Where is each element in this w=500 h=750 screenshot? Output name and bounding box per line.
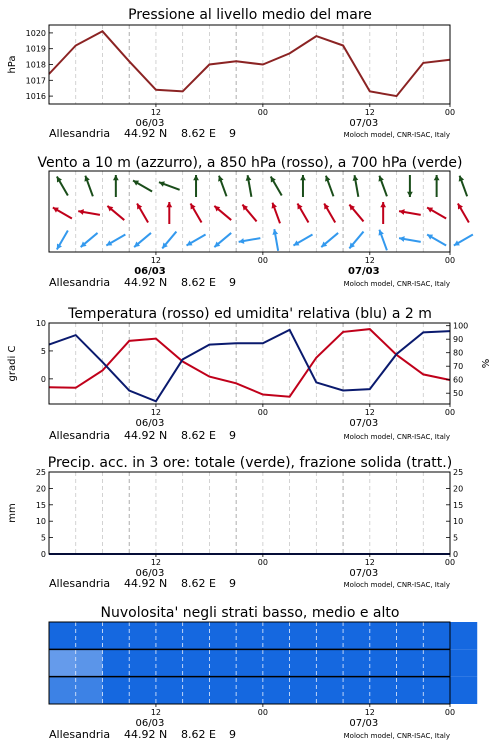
cloud-cell [343, 677, 370, 704]
y-tick-label: 15 [35, 500, 46, 510]
cloud-cell [343, 622, 370, 649]
cloud-cell [76, 622, 103, 649]
cloud-cell [183, 622, 210, 649]
wind-arrow-head [113, 175, 119, 180]
wind-arrow [434, 175, 440, 197]
wind-arrow-head [300, 175, 306, 180]
cloud-cell [76, 677, 103, 704]
cloud-cell [102, 649, 129, 676]
latitude: 44.92 N [124, 429, 168, 442]
cloud-cell [316, 677, 343, 704]
wind-arrow [272, 203, 280, 224]
cloud-cell [102, 677, 129, 704]
chart-title: Nuvolosita' negli strati basso, medio e alto [100, 605, 400, 621]
date-label: 06/03 [134, 266, 166, 277]
wind-arrow [454, 235, 473, 246]
cloud-cell [290, 622, 317, 649]
model-credit: Moloch model, CNR-ISAC, Italy [343, 131, 450, 139]
y-tick-label: 1020 [25, 28, 46, 38]
model-credit: Moloch model, CNR-ISAC, Italy [343, 433, 450, 441]
wind-arrow [349, 205, 363, 222]
wind-arrow-head [193, 175, 199, 180]
cloud-cell [156, 649, 183, 676]
cloud-cell [236, 622, 263, 649]
model-credit: Moloch model, CNR-ISAC, Italy [343, 280, 450, 288]
y-tick-label-right: 60 [453, 375, 464, 385]
date-label: 06/03 [135, 118, 165, 129]
wind-arrow [214, 206, 231, 220]
date-label: 07/03 [349, 118, 379, 129]
model-credit: Moloch model, CNR-ISAC, Italy [343, 581, 450, 589]
wind-arrow [399, 209, 421, 215]
y-tick-label-right: 10 [453, 517, 464, 527]
y-tick-label: 1018 [25, 60, 46, 70]
wind-arrow [214, 233, 231, 247]
wind-arrow-head [407, 192, 413, 197]
chart-title: Vento a 10 m (azzurro), a 850 hPa (rosso), a 700 hPa (verde) [37, 155, 463, 171]
cloud-cell [156, 677, 183, 704]
chart-title: Precip. acc. in 3 ore: totale (verde), frazione solida (tratt.) [47, 455, 453, 471]
cloud-cell [423, 677, 450, 704]
longitude: 8.62 E [181, 276, 216, 289]
wind-arrow [324, 203, 335, 222]
hour-label: 12 [150, 256, 162, 265]
date-label: 07/03 [349, 568, 379, 579]
cloud-cell [370, 622, 397, 649]
station-name: Allesandria [49, 577, 111, 590]
pressure-line [49, 31, 450, 96]
station-code: 9 [229, 728, 236, 741]
longitude: 8.62 E [181, 577, 216, 590]
wind-arrow [349, 232, 363, 249]
date-label: 07/03 [349, 718, 379, 729]
y-tick-label-right: 20 [453, 484, 464, 494]
y-tick-label-right: 5 [453, 533, 459, 543]
longitude: 8.62 E [181, 728, 216, 741]
y-axis-label: gradi C [7, 345, 18, 382]
y-tick-label: 1017 [25, 76, 46, 86]
longitude: 8.62 E [181, 429, 216, 442]
date-label: 06/03 [135, 718, 165, 729]
wind-arrow [162, 232, 176, 249]
wind-arrow [107, 206, 124, 220]
hour-label: 12 [150, 108, 162, 117]
station-name: Allesandria [49, 728, 111, 741]
wind-arrow [106, 235, 125, 246]
wind-arrow [218, 176, 226, 197]
station-code: 9 [229, 429, 236, 442]
hour-label: 00 [444, 708, 456, 717]
y-tick-label-right: 70 [453, 362, 464, 372]
y-tick-label-right: 100 [453, 321, 469, 331]
hour-label: 12 [364, 708, 375, 717]
hour-label: 00 [257, 256, 268, 265]
wind-arrow-head [434, 175, 440, 180]
cloud-cell [76, 649, 103, 676]
hour-label: 00 [257, 708, 268, 717]
wind-arrow-head [166, 202, 172, 207]
wind-arrow [380, 202, 386, 224]
station-code: 9 [229, 127, 236, 140]
cloud-cell [343, 649, 370, 676]
cloud-cell [209, 622, 236, 649]
y-tick-label: 25 [35, 468, 46, 477]
wind-arrow [321, 233, 338, 247]
chart-title: Temperatura (rosso) ed umidita' relativa (blu) a 2 m [68, 306, 432, 322]
hour-label: 12 [150, 558, 162, 567]
wind-arrow [379, 176, 387, 197]
wind-arrow [271, 176, 282, 195]
cloud-cell [236, 649, 263, 676]
cloud-cell [450, 677, 477, 704]
wind-arrow [166, 202, 172, 224]
cloud-cell [49, 677, 76, 704]
wind-arrow [458, 203, 469, 222]
cloud-cell [156, 622, 183, 649]
wind-arrow [293, 235, 312, 246]
hour-label: 00 [444, 408, 456, 417]
chart-title: Pressione al livello medio del mare [128, 7, 372, 23]
y-axis-label-right: % [481, 358, 492, 369]
wind-arrow [84, 176, 92, 197]
wind-arrow [187, 235, 206, 246]
hour-label: 00 [257, 408, 268, 417]
y-tick-label: 5 [40, 346, 46, 356]
cloud-cell [102, 622, 129, 649]
wind-arrow [353, 175, 359, 197]
wind-arrow [53, 208, 72, 219]
hour-label: 12 [150, 408, 162, 417]
station-code: 9 [229, 276, 236, 289]
cloud-cell [423, 649, 450, 676]
wind-arrow [57, 176, 68, 195]
wind-arrow [427, 235, 446, 246]
cloud-cell [290, 677, 317, 704]
hour-label: 12 [150, 708, 162, 717]
wind-arrow [242, 205, 256, 222]
station-name: Allesandria [49, 127, 111, 140]
y-tick-label-right: 0 [453, 550, 459, 559]
humidity-line [49, 330, 450, 402]
hour-label: 00 [444, 558, 456, 567]
station-code: 9 [229, 577, 236, 590]
wind-arrow [133, 181, 152, 192]
wind-arrow [191, 203, 202, 222]
y-tick-label: 0 [40, 550, 46, 559]
cloud-cell [236, 677, 263, 704]
wind-arrow [57, 230, 68, 249]
cloud-cell [450, 622, 477, 649]
cloud-cell [423, 622, 450, 649]
plot-frame [49, 25, 450, 104]
wind-arrow [399, 236, 421, 242]
wind-arrow [134, 233, 151, 247]
hour-label: 12 [364, 108, 375, 117]
cloud-cell [209, 677, 236, 704]
hour-label: 00 [444, 108, 456, 117]
cloud-cell [397, 649, 424, 676]
cloud-cell [316, 622, 343, 649]
cloud-cell [183, 649, 210, 676]
y-tick-label: 20 [35, 484, 46, 494]
cloud-cell [129, 649, 156, 676]
cloud-cell [209, 649, 236, 676]
wind-arrow [427, 208, 446, 219]
cloud-cell [263, 649, 290, 676]
y-tick-label: 10 [35, 319, 46, 328]
station-name: Allesandria [49, 429, 111, 442]
y-tick-label-right: 15 [453, 500, 464, 510]
wind-arrow [379, 230, 387, 251]
hour-label: 12 [364, 408, 375, 417]
date-label: 06/03 [135, 418, 165, 429]
cloud-cell [49, 649, 76, 676]
latitude: 44.92 N [124, 728, 168, 741]
cloud-cell [290, 649, 317, 676]
hour-label: 12 [364, 558, 375, 567]
hour-label: 00 [257, 558, 268, 567]
y-tick-label-right: 80 [453, 348, 464, 358]
y-tick-label-right: 90 [453, 335, 464, 345]
hour-label: 00 [444, 256, 456, 265]
wind-arrow [246, 175, 252, 197]
wind-arrow [459, 176, 467, 197]
cloud-cell [316, 649, 343, 676]
y-tick-label: 1016 [25, 92, 46, 102]
cloud-cell [183, 677, 210, 704]
y-tick-label: 5 [40, 533, 46, 543]
wind-arrow-head [380, 202, 386, 207]
y-tick-label-right: 50 [453, 389, 464, 399]
date-label: 07/03 [349, 418, 379, 429]
latitude: 44.92 N [124, 577, 168, 590]
wind-arrow [78, 209, 100, 215]
hour-label: 12 [364, 256, 375, 265]
wind-arrow [239, 238, 261, 244]
y-tick-label: 1019 [25, 44, 46, 54]
latitude: 44.92 N [124, 276, 168, 289]
cloud-cell [397, 677, 424, 704]
cloud-cell [263, 677, 290, 704]
cloud-cell [450, 649, 477, 676]
wind-arrow [325, 176, 333, 197]
y-axis-label: mm [7, 503, 18, 523]
cloud-cell [49, 622, 76, 649]
wind-arrow [81, 233, 98, 247]
plot-frame [49, 472, 450, 554]
station-name: Allesandria [49, 276, 111, 289]
cloud-cell [129, 677, 156, 704]
wind-arrow [113, 175, 119, 197]
cloud-cell [370, 677, 397, 704]
wind-arrow [297, 203, 308, 222]
longitude: 8.62 E [181, 127, 216, 140]
wind-arrow [272, 229, 278, 251]
cloud-cell [370, 649, 397, 676]
date-label: 07/03 [348, 266, 380, 277]
wind-arrow [300, 175, 306, 197]
wind-arrow [137, 203, 148, 222]
wind-arrow [193, 175, 199, 197]
y-tick-label-right: 25 [453, 468, 464, 477]
hour-label: 00 [257, 108, 268, 117]
date-label: 06/03 [135, 568, 165, 579]
model-credit: Moloch model, CNR-ISAC, Italy [343, 732, 450, 740]
cloud-cell [397, 622, 424, 649]
y-axis-label: hPa [7, 55, 18, 74]
cloud-cell [129, 622, 156, 649]
y-tick-label: 10 [35, 517, 46, 527]
wind-arrow [159, 181, 180, 189]
wind-arrow [407, 175, 413, 197]
cloud-cell [263, 622, 290, 649]
latitude: 44.92 N [124, 127, 168, 140]
y-tick-label: 0 [40, 374, 46, 384]
